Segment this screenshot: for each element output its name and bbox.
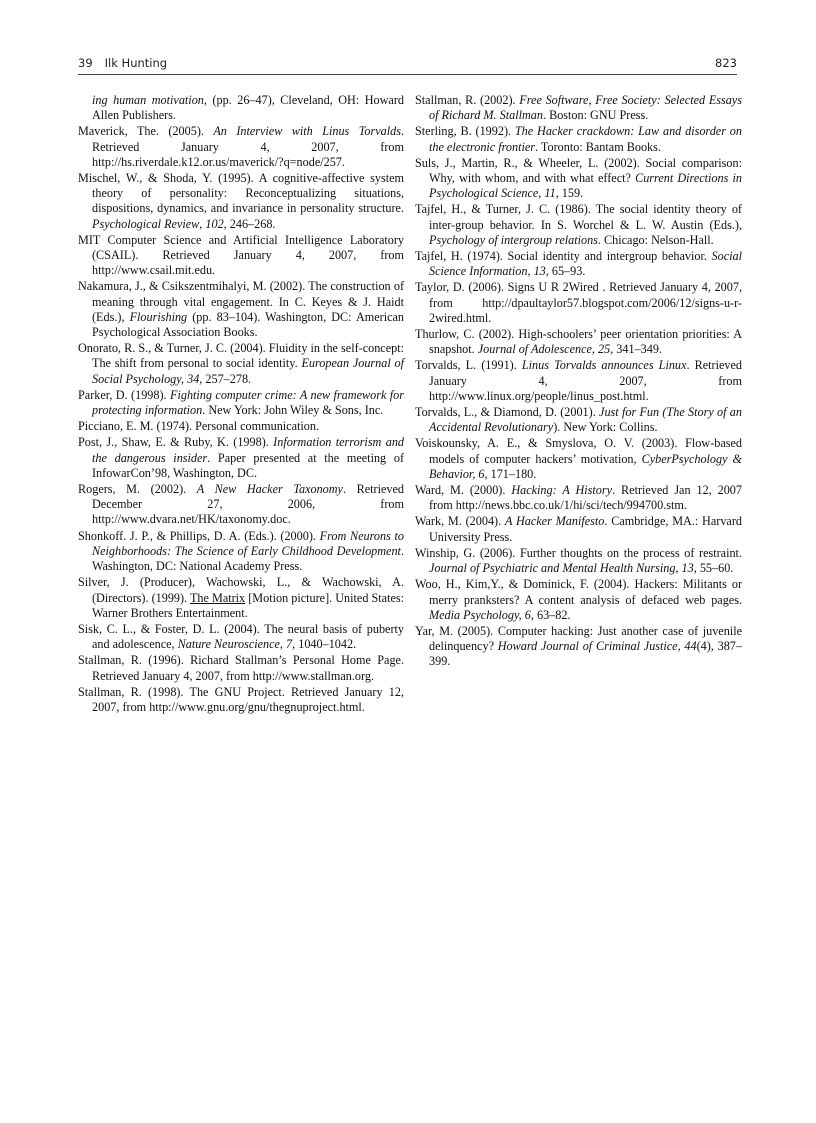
reference-text: A Hacker Manifesto [504,514,605,529]
reference-entry [415,405,742,435]
reference-text: Torvalds, L. (1991). [415,358,522,373]
reference-text: European Journal of Social Psychology, 34 [92,356,404,386]
reference-text: , 63–82. [530,607,571,622]
reference-text: Fighting computer crime: A new framework for protecting information [92,387,404,418]
header-rule [78,74,737,75]
reference-text: Stallman, R. (1996). Richard Stallman’s Personal Home Page. Retrieved January 4, 2007, from http://www.stallman.org. [78,653,404,683]
reference-text: Psychology of intergroup relations [429,232,598,247]
reference-entry [78,482,404,528]
reference-text: Taylor, D. (2006). Signs U R 2Wired . Retrieved January 4, 2007, from http://dpaultaylor57.blogspot.com/2006/12/signs-u-r-2wired.html. [415,280,742,325]
reference-entry [415,156,742,202]
reference-text: Voiskounsky, A. E., & Smyslova, O. V. (2003). Flow-based models of computer hackers’ motivation, [415,436,742,466]
reference-entry [415,202,742,248]
reference-text: Wark, M. (2004). [415,514,505,529]
reference-text: The Matrix [189,590,246,605]
reference-text: Winship, G. (2006). Further thoughts on the process of restraint. [415,545,742,560]
reference-text: , 341–349. [610,342,662,357]
reference-text: Maverick, The. (2005). [78,124,214,139]
reference-text: Suls, J., Martin, R., & Wheeler, L. (2002). Social comparison: Why, with whom, and with what effect? [415,155,742,186]
reference-text: Information terrorism and the dangerous insider [92,435,405,465]
reference-entry [415,514,742,544]
reference-text: Hacking: A History [511,483,613,498]
reference-entry [78,435,404,481]
reference-text: Silver, J. (Producer), Wachowski, L., & Wachowski, A. (Directors). (1999). [78,575,404,605]
reference-text: Sisk, C. L., & Foster, D. L. (2004). The neural basis of puberty and adolescence, [78,621,404,652]
reference-entry [78,171,404,232]
reference-text: Mischel, W., & Shoda, Y. (1995). A cognitive-affective system theory of personality: Reconceptualizing situations, dispositions, dynamics, and invariance in personality structure. [78,171,404,216]
reference-text: . Boston: GNU Press. [542,108,649,123]
reference-text: [Motion picture]. United States: Warner Brothers Entertainment. [92,590,404,620]
reference-text: Tajfel, H., & Turner, J. C. (1986). The social identity theory of inter-group behavior. In S. Worchel & L. W. Austin (Eds.), [415,202,742,232]
reference-text: . Cambridge, MA.: Harvard University Press. [429,514,742,544]
header-left [78,56,167,70]
reference-entry [415,358,742,404]
reference-text: (4), 387–399. [429,639,742,669]
reference-text: Nature Neuroscience, 7 [177,637,293,652]
reference-text: . Chicago: Nelson-Hall. [597,232,714,247]
reference-text: , 55–60. [693,561,734,576]
reference-text: , (pp. 26–47), Cleveland, OH: Howard Allen Publishers. [92,93,404,123]
reference-text: Yar, M. (2005). Computer hacking: Just another case of juvenile delinquency? [415,623,742,654]
reference-text: Nakamura, J., & Csikszentmihalyi, M. (2002). The construction of meaning through vital engagement. In C. Keyes & J. Haidt (Eds.), [78,279,404,324]
reference-text: Stallman, R. (2002). [415,93,520,107]
chapter-number: 39 [78,56,93,70]
reference-entry [78,575,404,621]
reference-entry [78,529,404,575]
reference-entry [78,279,404,340]
reference-entry [78,341,404,387]
reference-text: Social Science Information, 13 [429,249,742,279]
reference-text: MIT Computer Science and Artificial Intelligence Laboratory (CSAIL). Retrieved January 4, 2007, from http://www.csail.mit.edu. [78,232,404,278]
reference-entry [415,624,742,670]
reference-text: An Interview with Linus Torvalds [213,124,401,139]
reference-text: Rogers, M. (2002). [78,482,197,497]
reference-entry [78,388,404,418]
reference-text: Journal of Psychiatric and Mental Health Nursing, 13 [429,561,694,576]
references-right-column [415,93,742,671]
reference-text: ). New York: Collins. [553,420,658,435]
reference-entry [78,93,404,123]
reference-entry [415,280,742,326]
reference-entry [78,653,404,683]
reference-entry [78,419,404,434]
reference-text: , 1040–1042. [292,637,357,652]
reference-text: Shonkoff. J. P., & Phillips, D. A. (Eds.). (2000). [78,528,320,543]
reference-text: Flourishing [129,309,188,324]
reference-text: , 65–93. [545,264,586,279]
reference-text: Free Software, Free Society: Selected Essays of Richard M. Stallman [429,93,743,123]
reference-text: Parker, D. (1998). [78,387,171,402]
reference-text: Psychological Review [92,216,200,231]
reference-entry [415,93,742,123]
reference-text: Stallman, R. (1998). The GNU Project. Retrieved January 12, 2007, from http://www.gnu.org/gnu/thegnuproject.html. [78,684,404,714]
reference-text: . Retrieved Jan 12, 2007 from http://news.bbc.co.uk/1/hi/sci/tech/994700.stm. [429,483,742,513]
reference-text: Onorato, R. S., & Turner, J. C. (2004). Fluidity in the self-concept: The shift from personal to social identity. [78,341,404,371]
reference-text: From Neurons to Neighborhoods: The Science of Early Childhood Development [92,528,404,558]
reference-entry [415,327,742,357]
reference-text: Tajfel, H. (1974). Social identity and intergroup behavior. [415,249,712,264]
reference-text: , [199,216,206,231]
reference-text: , 257–278. [199,371,252,386]
reference-text: Sterling, B. (1992). [415,124,515,139]
reference-entry [78,685,404,715]
reference-entry [415,546,742,576]
reference-entry [78,124,404,170]
references-left-column [78,93,404,716]
reference-text: A New Hacker Taxonomy [196,482,343,497]
reference-entry [78,233,404,279]
reference-text: Journal of Adolescence, 25 [477,342,611,357]
reference-text: . Paper presented at the meeting of InfowarCon’98, Washington, DC. [92,450,405,480]
reference-text: The Hacker crackdown: Law and disorder on the electronic frontier [429,124,742,154]
reference-text: Howard Journal of Criminal Justice, 44 [497,639,697,654]
reference-text: Woo, H., Kim,Y., & Dominick, F. (2004). Hackers: Militants or merry pranksters? A content analysis of defaced web pages. [415,577,742,607]
reference-entry [415,483,742,513]
reference-text: Media Psychology, 6 [429,607,531,622]
reference-text: ing human motivation [92,93,204,107]
reference-entry [415,249,742,279]
reference-text: , 159. [555,186,584,201]
reference-text: . Retrieved January 4, 2007, from http://hs.riverdale.k12.or.us/maverick/?q=node/257. [92,124,405,169]
reference-text: Linus Torvalds announces Linux [521,358,687,373]
reference-text: Ward, M. (2000). [415,483,512,498]
reference-text: . Washington, DC: National Academy Press. [92,543,404,574]
reference-text: Current Directions in Psychological Science, 11 [429,171,742,201]
reference-entry [415,436,742,482]
reference-entry [78,622,404,652]
reference-text: Thurlow, C. (2002). High-schoolers’ peer orientation priorities: A snapshot. [415,327,742,357]
reference-entry [415,577,742,623]
reference-text: Just for Fun (The Story of an Accidental Revolutionary [429,405,742,435]
reference-text: (pp. 83–104). Washington, DC: American Psychological Association Books. [92,309,404,340]
reference-text: , 171–180. [484,466,537,481]
reference-entry [415,124,742,154]
reference-text: CyberPsychology & Behavior, 6 [429,451,742,481]
reference-text: Picciano, E. M. (1974). Personal communication. [78,419,319,434]
reference-text: 102 [205,216,224,231]
page-number: 823 [715,56,737,70]
chapter-title: Ilk Hunting [104,56,168,70]
reference-text: . Retrieved January 4, 2007, from http://www.linux.org/people/linus_post.html. [429,358,742,403]
running-header [78,56,737,74]
reference-text: , 246–268. [223,216,276,231]
reference-text: Torvalds, L., & Diamond, D. (2001). [415,405,600,420]
reference-text: . Toronto: Bantam Books. [535,139,661,154]
reference-text: . Retrieved December 27, 2006, from http://www.dvara.net/HK/taxonomy.doc. [92,482,404,527]
reference-text: Post, J., Shaw, E. & Ruby, K. (1998). [78,435,274,450]
reference-text: . New York: John Wiley & Sons, Inc. [202,403,384,418]
